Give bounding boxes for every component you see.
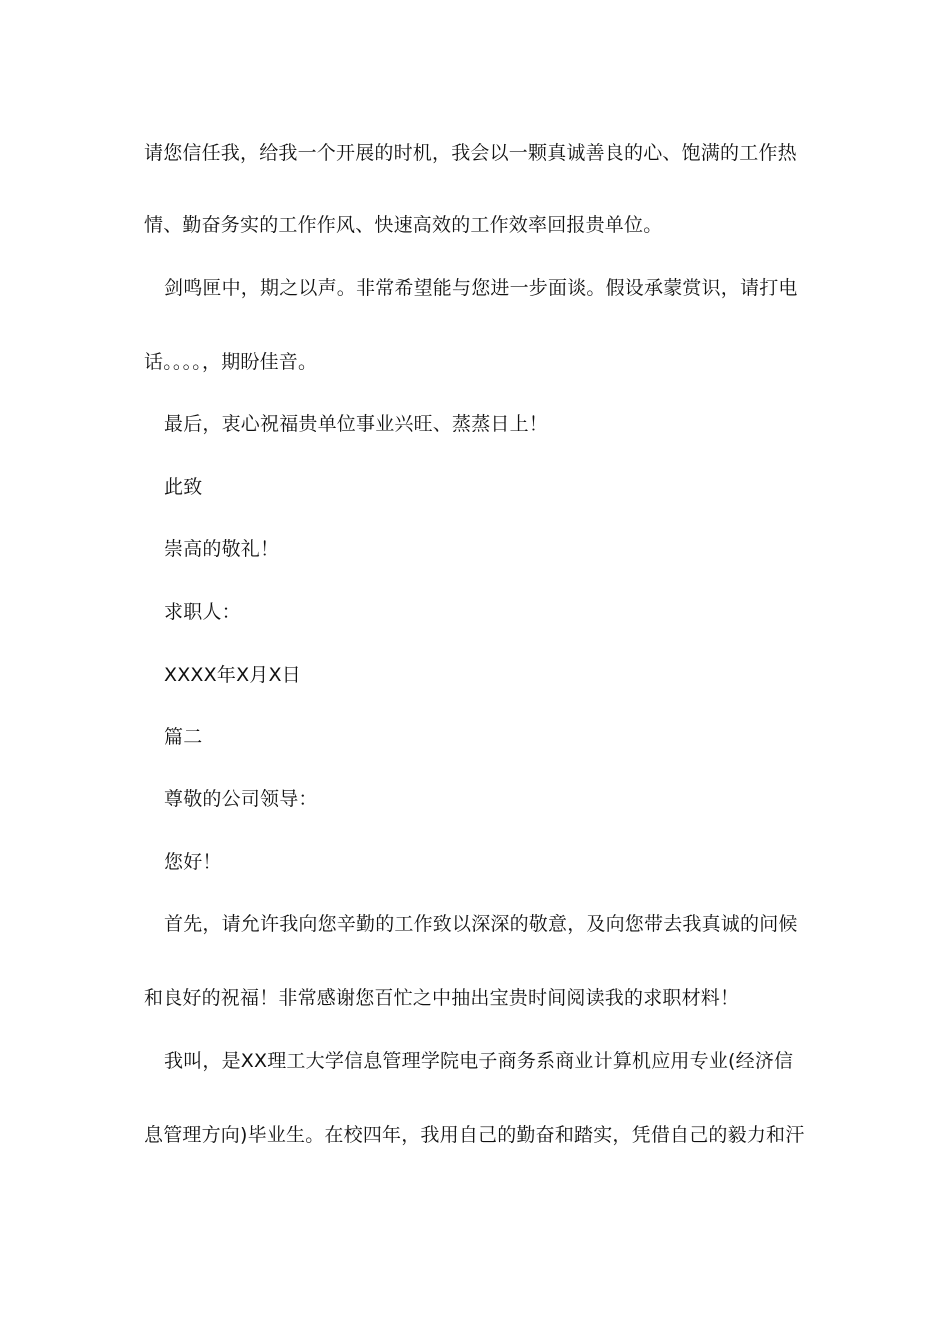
paragraph-line: 最后，衷心祝福贵单位事业兴旺、蒸蒸日上！ — [164, 413, 549, 435]
paragraph-line: 息管理方向)毕业生。在校四年，我用自己的勤奋和踏实，凭借自己的毅力和汗 — [144, 1124, 805, 1146]
paragraph-line: 和良好的祝福！非常感谢您百忙之中抽出宝贵时间阅读我的求职材料！ — [144, 987, 740, 1009]
paragraph-line: 请您信任我，给我一个开展的时机，我会以一颗真诚善良的心、饱满的工作热 — [144, 142, 797, 164]
section-heading: 篇二 — [164, 726, 203, 748]
signature-label: 求职人： — [164, 601, 241, 623]
paragraph-line: 情、勤奋务实的工作作风、快速高效的工作效率回报贵单位。 — [144, 214, 663, 236]
paragraph-line: 话。。。。，期盼佳音。 — [144, 351, 318, 373]
salutation-line: 崇高的敬礼！ — [164, 538, 280, 560]
paragraph-line: 剑鸣匣中，期之以声。非常希望能与您进一步面谈。假设承蒙赏识，请打电 — [164, 277, 798, 299]
date-line: XXXX年X月X日 — [164, 664, 301, 686]
greeting-line: 您好！ — [164, 851, 222, 873]
closing-line: 此致 — [164, 476, 203, 498]
paragraph-line: 首先，请允许我向您辛勤的工作致以深深的敬意，及向您带去我真诚的问候 — [164, 913, 798, 935]
paragraph-line: 我叫，是XX理工大学信息管理学院电子商务系商业计算机应用专业(经济信 — [164, 1050, 794, 1072]
greeting-line: 尊敬的公司领导： — [164, 788, 318, 810]
